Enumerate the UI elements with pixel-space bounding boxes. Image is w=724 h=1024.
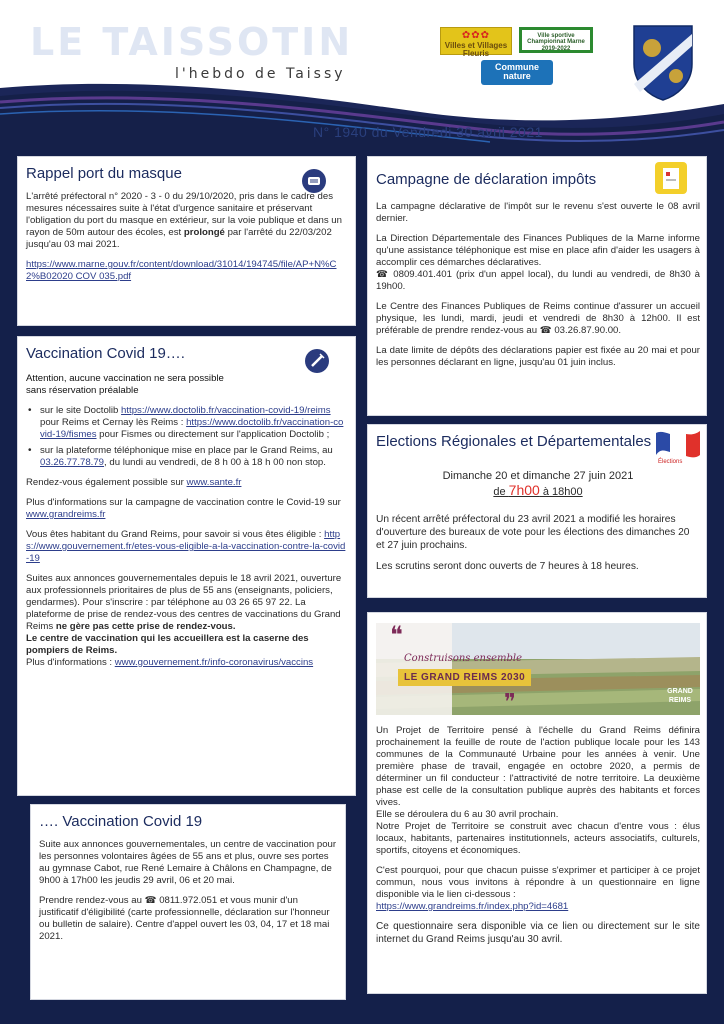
flowers-icon: ✿✿✿: [461, 30, 491, 41]
mask-body: [26, 191, 348, 291]
chalons-paragraph: Suite aux annonces gouvernementales, un centre de vaccination pour les personnes volontaires âgées de 55 ans et plus, ouvre ses portes au gymnase Cabot, rue René Lemaire à Châlons en Champagne, de 9h00 à 17h00 les jeudis 29 avril, 06 et 20 mai.: [39, 839, 337, 886]
elections-badge-label: Élections: [658, 459, 683, 465]
vaccination-chalons-panel: [30, 804, 346, 1000]
vaccination-centre: Le centre de vaccination qui les accueillera est la caserne des pompiers de Reims.: [26, 633, 309, 656]
masthead: [0, 0, 724, 150]
vaccination-warning: Attention, aucune vaccination ne sera possible sans réservation préalable: [26, 373, 224, 396]
grandreims-paragraph-4: C'est pourquoi, pour que chacun puisse s'exprimer et participer à ce projet commun, nous vous invitons à répondre à un questionnaire en ligne disponible via le lien ci-dessous : https://www.grandreims.fr/index.php?id=4681: [376, 865, 700, 912]
syringe-icon: [305, 349, 329, 373]
eligibility-paragraph: Vous êtes habitant du Grand Reims, pour savoir si vous êtes éligible : https://www.gouvernement.fr/etes-vous-eligible-a-la-vaccination-contre-la-covid-19: [26, 529, 346, 564]
vaccination-chalons-title: …. Vaccination Covid 19: [39, 813, 203, 830]
tax-body: [376, 201, 700, 377]
tax-form-icon: [654, 161, 688, 195]
sante-link[interactable]: www.sante.fr: [186, 477, 242, 488]
doctolib-reims-link[interactable]: https://www.doctolib.fr/vaccination-covid-19/reims: [121, 405, 331, 416]
tax-paragraph-2: La Direction Départementale des Finances Publiques de la Marne informe qu'une assistance téléphonique est mise en place afin d'aider les usagers à accomplir ces démarches déclaratives. ☎ 0809.401.401 (prix d'un appel local), du lundi au vendredi, de 8h30 à 19h00.: [376, 233, 700, 292]
gouvernement-vaccins-link[interactable]: www.gouvernement.fr/info-coronavirus/vaccins: [114, 657, 314, 668]
taissy-crest-icon: [632, 24, 694, 102]
villes-fleuris-logo: ✿✿✿ Villes et Villages Fleuris: [440, 27, 512, 55]
issue-number: N° 1940 du Vendredi 30 avril 2021: [313, 124, 543, 140]
suite-paragraph: Suites aux annonces gouvernementales depuis le 18 avril 2021, ouverture aux professionnels prioritaires de plus de 55 ans (enseignants, policiers, gendarmes). Pour s'inscrire : par téléphone au 03 26 65 97 22. La plateforme de prise de rendez-vous des centres de vaccinations du Grand Reims ne gère pas cette prise de rendez-vous.: [26, 573, 342, 632]
mask-until: jusqu'au 03 mai 2021.: [26, 239, 120, 250]
list-item: • sur le site Doctolib https://www.doctolib.fr/vaccination-covid-19/reims pour Reims et Cernay lès Reims : https://www.doctolib.fr/vaccination-covid-19/fismes pour Fismes ou directement sur l'application Doctolib ;: [40, 405, 348, 441]
grandreims-paragraph-3: Notre Projet de Territoire se construit avec chacun d'entre vous : élus locaux, habitants, partenaires institutionnels, acteurs associatifs, culturels, sportifs, citoyens et économiques.: [376, 821, 700, 856]
vaccination-panel: [17, 336, 356, 796]
grandreims-banner: [376, 623, 700, 715]
tax-paragraph-4: La date limite de dépôts des déclarations papier est fixée au 20 mai et pour les personnes déclarant en ligne, jusqu'au 01 juin inclus.: [376, 345, 700, 368]
tax-paragraph-1: La campagne déclarative de l'impôt sur le revenu s'est ouverte le 08 avril dernier.: [376, 201, 700, 224]
grandreims-closing: Ce questionnaire sera disponible via ce lien ou directement sur le site internet du Grand Reims jusqu'au 30 avril.: [376, 921, 700, 945]
elections-body: [376, 469, 700, 581]
elections-title: Elections Régionales et Départementales: [376, 433, 652, 450]
doctolib-fismes-link[interactable]: https://www.doctolib.fr/vaccination-covid-19/fismes: [40, 417, 344, 440]
mask-panel: [17, 156, 356, 326]
opening-hour: 7h00: [508, 482, 540, 498]
vaccination-title: Vaccination Covid 19….: [26, 345, 185, 362]
vaccination-chalons-body: [39, 839, 339, 951]
banner-script: Construisons ensemble: [404, 653, 522, 664]
vaccination-options: [26, 405, 348, 469]
questionnaire-link[interactable]: https://www.grandreims.fr/index.php?id=4681: [376, 901, 569, 912]
elections-paragraph-1: Un récent arrêté préfectoral du 23 avril 2021 a modifié les horaires d'ouverture des bureaux de vote pour les élections des dimanches 20 et 27 juin prochains.: [376, 514, 690, 551]
more-info-paragraph: Plus d'informations : www.gouvernement.fr/info-coronavirus/vaccins: [26, 657, 314, 668]
banner-title: LE GRAND REIMS 2030: [398, 669, 531, 686]
elections-paragraph-2: Les scrutins seront donc ouverts de 7 heures à 18 heures.: [376, 561, 639, 572]
quote-open-icon: ❝: [390, 623, 403, 649]
vaccination-phone[interactable]: 03.26.77.78.79: [40, 457, 105, 468]
chalons-rdv-paragraph: Prendre rendez-vous au ☎ 0811.972.051 et vous munir d'un justificatif d'éligibilité (carte professionnelle, déclaration sur l'honneur ou bulletin de salaire). Centre d'appel ouvert les 03, 04, 17 et 18 mai 2021.: [39, 895, 330, 942]
mask-icon: [302, 169, 326, 193]
vaccination-body: [26, 373, 348, 677]
mask-decree-link[interactable]: https://www.marne.gouv.fr/content/download/31014/194745/file/AP+N%C2%B02020 COV 035.pdf: [26, 259, 337, 282]
grandreims-link[interactable]: www.grandreims.fr: [26, 509, 106, 520]
elections-dates: Dimanche 20 et dimanche 27 juin 2021 de 7h00 à 18h00: [442, 470, 634, 498]
list-item: • sur la plateforme téléphonique mise en place par le Grand Reims, au 03.26.77.78.79, du lundi au vendredi, de 8 h 00 à 18 h 00 non stop.: [40, 445, 348, 469]
quote-close-icon: ❞: [504, 690, 516, 715]
masthead-subtitle: l'hebdo de Taissy: [175, 66, 346, 82]
ville-sportive-logo: Ville sportive Championnat Marne 2019-2022: [519, 27, 593, 53]
sante-paragraph: Rendez-vous également possible sur www.sante.fr: [26, 477, 242, 488]
elections-panel: [367, 424, 707, 598]
elections-badge: [650, 427, 706, 467]
tax-title: Campagne de déclaration impôts: [376, 171, 597, 188]
french-flag-icon: [650, 427, 706, 461]
chalons-phone[interactable]: 0811.972.051: [159, 895, 218, 906]
grandreims-logo: GRAND REIMS: [667, 688, 693, 704]
tax-phone[interactable]: ☎ 0809.401.401 (prix d'un appel local), du lundi au vendredi, de 8h30 à 19h00.: [376, 269, 700, 292]
tax-paragraph-3: Le Centre des Finances Publiques de Reims continue d'assurer un accueil physique, les lundi, mardi, jeudi et vendredi de 8h30 à 12h00. Il est préférable de prendre rendez-vous au ☎ 03.26.87.90.00.: [376, 301, 700, 336]
masthead-title: LE TAISSOTIN: [30, 20, 354, 64]
mask-title: Rappel port du masque: [26, 165, 182, 182]
grandreims-paragraph-1: Un Projet de Territoire pensé à l'échelle du Grand Reims définira prochainement la feuille de route de l'action publique locale pour les 143 communes de la Communauté Urbaine pour les années à venir. Une première phase de travail, engagée en octobre 2020, a permis de déterminer un fil conducteur : l'attractivité de notre territoire. La deuxième phase est celle de la consultation publique auprès des habitants et forces vives.: [376, 725, 700, 808]
tax-panel: [367, 156, 707, 416]
grandreims-paragraph-2: Elle se déroulera du 6 au 30 avril prochain.: [376, 809, 559, 820]
eligibility-link[interactable]: https://www.gouvernement.fr/etes-vous-eligible-a-la-vaccination-contre-la-covid-19: [26, 529, 346, 564]
mask-paragraph: L'arrêté préfectoral n° 2020 - 3 - 0 du 29/10/2020, pris dans le cadre des mesures nécessaires suite à l'état d'urgence sanitaire et préservant l'obligation du port du masque en extérieur, sur la voie publique et dans un rayon de 50m autour des écoles, est prolongé par l'arrêté du 22/03/202 jusqu'au 03 mai 2021.: [26, 191, 342, 250]
grandreims-body: [376, 725, 700, 954]
info-paragraph: Plus d'informations sur la campagne de vaccination contre le Covid-19 sur www.grandreims.fr: [26, 497, 341, 520]
commune-nature-logo: Commune nature: [481, 60, 553, 85]
grandreims-panel: [367, 612, 707, 994]
